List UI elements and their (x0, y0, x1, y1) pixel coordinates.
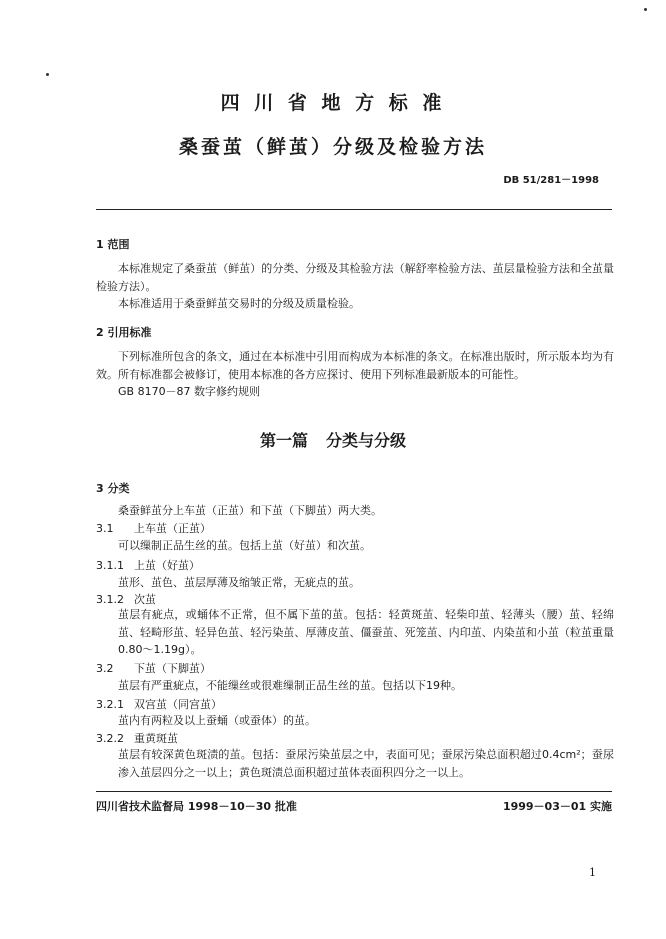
clause-number: 3.1.2 (96, 593, 124, 606)
clause-number: 3.2.2 (96, 732, 124, 745)
clause-number: 3.2.1 (96, 698, 124, 711)
section-1-para-1: 本标准规定了桑蚕茧（鲜茧）的分类、分级及其检验方法（解舒率检验方法、茧层量检验方法和全茧量检验方法）。 (96, 262, 614, 293)
clause-number: 3.2 (96, 662, 114, 675)
clause-title: 上茧（好茧） (134, 559, 200, 572)
effective-date: 1999－03－01 实施 (502, 800, 612, 813)
section-3-para-1: 桑蚕鲜茧分上车茧（正茧）和下茧（下脚茧）两大类。 (118, 504, 382, 517)
page-number: 1 (589, 866, 596, 879)
clause-3-2-heading (96, 660, 211, 676)
section-2-heading: 2 引用标准 (96, 326, 152, 339)
clause-3-2-1-heading (96, 696, 222, 712)
section-1-para-2: 本标准适用于桑蚕鲜茧交易时的分级及质量检验。 (118, 297, 360, 310)
approval-line: 四川省技术监督局 1998－10－30 批准 (96, 800, 297, 813)
clause-3-2-2-text: 茧层有较深黄色斑渍的茧。包括：蚕尿污染茧层之中，表面可见；蚕尿污染总面积超过0.4cm²；蚕尿渗入茧层四分之一以上；黄色斑渍总面积超过茧体表面积四分之一以上。 (118, 748, 614, 779)
footer-rule (96, 791, 612, 792)
clause-title: 次茧 (134, 593, 156, 606)
section-2-reference: GB 8170－87 数字修约规则 (118, 385, 261, 398)
clause-title: 重黄斑茧 (134, 732, 178, 745)
clause-title: 下茧（下脚茧） (134, 662, 211, 675)
part-title: 分类与分级 (326, 431, 407, 450)
clause-3-1-heading (96, 520, 211, 536)
clause-number: 3.1 (96, 522, 114, 535)
clause-3-2-2-heading (96, 730, 178, 746)
scan-speck (644, 8, 647, 11)
clause-3-1-1-text: 茧形、茧色、茧层厚薄及缩皱正常，无疵点的茧。 (118, 576, 360, 589)
clause-3-1-text: 可以缫制正品生丝的茧。包括上茧（好茧）和次茧。 (118, 539, 371, 552)
document-title: 桑蚕茧（鲜茧）分级及检验方法 (178, 136, 487, 158)
section-3-heading: 3 分类 (96, 482, 130, 495)
clause-3-2-text: 茧层有严重疵点，不能缫丝或很难缫制正品生丝的茧。包括以下19种。 (118, 679, 462, 692)
header-rule (96, 209, 612, 210)
clause-3-1-2-heading (96, 591, 156, 607)
scan-speck (46, 73, 49, 76)
clause-3-1-2-text: 茧层有疵点，或蛹体不正常，但不属下茧的茧。包括：轻黄斑茧、轻柴印茧、轻薄头（腰）茧、轻绵茧、轻畸形茧、轻异色茧、轻污染茧、厚薄皮茧、僵蚕茧、死笼茧、内印茧、内染茧和小茧（粒茧重量0.80～1.19g）。 (118, 608, 614, 656)
section-2-para-1: 下列标准所包含的条文，通过在本标准中引用而构成为本标准的条文。在标准出版时，所示版本均为有效。所有标准都会被修订，使用本标准的各方应探讨、使用下列标准最新版本的可能性。 (96, 350, 614, 381)
document-issuer: 四 川 省 地 方 标 准 (220, 92, 446, 114)
standard-number: DB 51/281－1998 (503, 175, 599, 186)
part-label: 第一篇 (259, 431, 308, 450)
part-heading (0, 428, 666, 451)
section-1-heading: 1 范围 (96, 238, 130, 251)
clause-title: 上车茧（正茧） (134, 522, 211, 535)
clause-title: 双宫茧（同宫茧） (134, 698, 222, 711)
clause-3-1-1-heading (96, 557, 200, 573)
clause-number: 3.1.1 (96, 559, 124, 572)
clause-3-2-1-text: 茧内有两粒及以上蚕蛹（或蚕体）的茧。 (118, 714, 316, 727)
